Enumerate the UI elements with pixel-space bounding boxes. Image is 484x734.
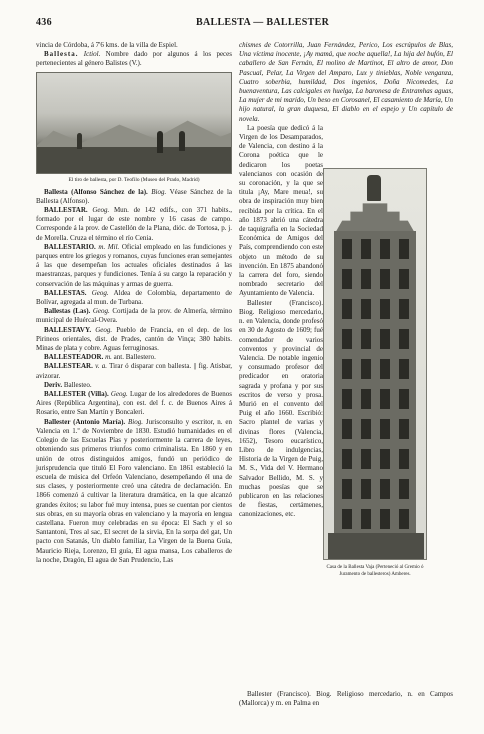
closing-text: Ballester (Francisco). Biog. Religioso mercedario, n. en Campos (Mallorca) y m. en Palma en bbox=[239, 690, 453, 708]
facade-window bbox=[361, 269, 371, 289]
facade-window bbox=[399, 479, 409, 499]
facade-window bbox=[399, 329, 409, 349]
facade-window bbox=[342, 269, 352, 289]
painting-ground bbox=[37, 147, 231, 173]
entry-label: m. bbox=[105, 353, 112, 362]
facade-window bbox=[342, 239, 352, 259]
painting-figure bbox=[179, 131, 185, 151]
entry-text: ant. Ballestero. bbox=[113, 353, 156, 362]
crossbow-painting bbox=[36, 72, 232, 174]
building-photo bbox=[323, 168, 427, 560]
facade-window bbox=[361, 509, 371, 529]
closing-entry bbox=[239, 690, 453, 708]
facade-window bbox=[380, 239, 390, 259]
dictionary-entry bbox=[36, 289, 232, 307]
facade-window bbox=[399, 359, 409, 379]
entry-list bbox=[36, 188, 232, 565]
page-header bbox=[36, 17, 456, 33]
facade-window bbox=[342, 449, 352, 469]
entry-label: Biog. bbox=[128, 417, 144, 426]
entry-headword: Ballesta (Alfonso Sánchez de la). bbox=[44, 187, 148, 196]
continued-text: chismes de Cotorrilla, Juan Fernández, Perico, Los escrúpulos de Blas, Una víctima inocente, ¡Ay mamá, que noche aquella!, La hija del bufón, El caballero de San Fernán, El molino de Martinot, El altro de amor, Don Pascual, Pelar, La Virgen del Amparo, Lux y tinieblas, Noble venganza, Cuatro soberbia, humildad, Dos ingenios, Doña Nicomedes, La buenaventura, Las calcigales en huelga, La baronesa de Entramhas aguas, La mujer de mi marido, Un beso en Corosanel, El casamiento de María, Un hijo natural, la gran duquesa, El diablo en el espejo y Un capítulo de novela. bbox=[239, 41, 453, 123]
entry-headword: BALLESTEAR. bbox=[44, 362, 93, 371]
facade-window bbox=[361, 479, 371, 499]
entry-label: Geog. bbox=[95, 325, 113, 334]
facade-window bbox=[399, 419, 409, 439]
entry-text: Cortijada de la prov. de Almería, término municipal de Huércal-Overa. bbox=[36, 307, 233, 325]
facade-window bbox=[380, 479, 390, 499]
dictionary-entry bbox=[36, 243, 232, 289]
facade-window bbox=[380, 299, 390, 319]
building-facade bbox=[334, 231, 416, 559]
entry-headword: Deriv. bbox=[44, 380, 63, 389]
facade-window bbox=[342, 479, 352, 499]
entry-headword: BALLESTER (Villa). bbox=[44, 390, 109, 399]
facade-window bbox=[380, 389, 390, 409]
facade-window bbox=[380, 509, 390, 529]
rooftop-statue bbox=[367, 175, 381, 201]
entry-label: m. Mil. bbox=[98, 242, 120, 251]
dictionary-entry bbox=[36, 188, 232, 206]
entry-headword: BALLESTAVY. bbox=[44, 325, 92, 334]
building-caption: Casa de la Ballesta Vaja (Perteneció al Gremio ó Juramento de ballesteros) Amberes. bbox=[326, 565, 424, 577]
facade-window bbox=[361, 389, 371, 409]
facade-window bbox=[399, 389, 409, 409]
left-column bbox=[36, 41, 232, 565]
entry-text: Ballesteo. bbox=[63, 380, 92, 389]
entry-text: Tirar ó disparar con ballesta. || fig. Atisbar, avizorar. bbox=[36, 362, 232, 380]
entry-text: Nombre dado por algunos á los peces pertenecientes al género Balistes (V.). bbox=[36, 50, 232, 68]
facade-window bbox=[380, 329, 390, 349]
dictionary-entry bbox=[36, 362, 232, 380]
dictionary-entry bbox=[36, 206, 232, 243]
facade-window bbox=[399, 269, 409, 289]
facade-window bbox=[380, 449, 390, 469]
facade-window bbox=[361, 329, 371, 349]
entry-headword: BALLESTEADOR. bbox=[44, 353, 104, 362]
entry-label: Geog. bbox=[91, 288, 109, 297]
opening-line: vincia de Córdoba, á 7'6 kms. de la villa de Espiel. bbox=[36, 41, 178, 49]
running-title: BALLESTA — BALLESTER bbox=[196, 17, 330, 28]
facade-window bbox=[361, 359, 371, 379]
entry-headword: Ballesta. bbox=[44, 50, 79, 59]
facade-window bbox=[399, 509, 409, 529]
facade-window bbox=[399, 239, 409, 259]
dictionary-entry bbox=[36, 381, 232, 390]
figure-caption: El tiro de ballesta, por D. Teofilo (Museo del Prado, Madrid) bbox=[68, 176, 200, 183]
entry-headword: Ballester (Antonio María). bbox=[44, 417, 126, 426]
facade-window bbox=[342, 329, 352, 349]
entry-text: Pueblo de Francia, en el dep. de los Pirineos orientales, dist. de Prades, cantón de Vinça; 380 habits. Minas de plata y cobre. Aguas ferruginosas. bbox=[36, 325, 232, 353]
facade-window bbox=[342, 389, 352, 409]
narrow-paragraph: Ballester (Francisco). Biog. Religioso mercedario, n. en Valencia, donde profesó en 30 de Agosto de 1609; fué comendador de varios conventos y provincial de Valencia. De notable ingenio y consumado profesor del predicador en oratoria sagrada y profana y por sus escritos de verso y prosa. Murió en el convento del Puig el año 1660. Escribió: Sacro plantel de varias y divinas flores (Valencia, 1652), Tesoro eucarístico, Libro de indulgencias, Historia de la Virgen de Puig, M. S., Vida del V. Hermano Salvador Bellido, M. S. y muchas poesías que se publicaron en las relaciones de fiestas, certámenes, canonizaciones, etc. bbox=[239, 298, 323, 519]
entry-label: Geog. bbox=[92, 307, 110, 316]
entry-label: Biog. bbox=[151, 187, 167, 196]
entry-text: Oficial empleado en las fundiciones y parques entre los griegos y romanos, cuyas funciones eran semejantes á las que desempeñan los actuales oficiales destinados á las maestranzas, parques y fundiciones. Tenía á su cargo la reparación y conservación de las máquinas y armas de guerra. bbox=[36, 242, 233, 288]
facade-window bbox=[399, 299, 409, 319]
entry-headword: BALLESTAR. bbox=[44, 206, 88, 215]
entry-label: v. a. bbox=[95, 362, 107, 371]
entry-text: Véase Sánchez de la Ballesta (Alfonso). bbox=[36, 187, 232, 205]
entry-ballesta bbox=[36, 50, 232, 68]
dictionary-entry bbox=[36, 307, 232, 325]
facade-window bbox=[361, 299, 371, 319]
facade-window bbox=[342, 419, 352, 439]
facade-window bbox=[399, 449, 409, 469]
entry-text: Lugar de los alrededores de Buenos Aires (República Argentina), con est. del f. c. de Buenos Aires á Rosario, entre San Martín y Boncaleri. bbox=[36, 390, 233, 417]
entry-text: Aldea de Colombia, departamento de Bolívar, agregada al mun. de Turbana. bbox=[36, 288, 232, 307]
dictionary-entry bbox=[36, 353, 232, 362]
painting-figure bbox=[157, 131, 163, 153]
entry-text: Jurisconsulto y escritor, n. en Valencia en 1.º de Noviembre de 1830. Estudió humanidades en el Colegio de las Escuelas Pías y posteriormente la carrera de leyes, obteniendo sus primeros triunfos como criminalista. En 1860 y en unión de otros distinguidos amigos, fundó un periódico de jurisprudencia que tituló El Foro valenciano. En 1861 estableció la escuela de música del Orfeón Valenciano, desempeñando él una de sus clases, y posteriormente creó una cátedra de declamación. En 1866 comenzó á cultivar la literatura dramática, en la que alcanzó grandes éxitos; su labor fué muy intensa, pues se cuentan por cientos sus obras, en su mayoría obras en valenciano y la mayoría en lengua castellana. Fueron muy celebradas en su época: El Sach y el so Santantoni, Tres al sac, El secret de la sirvia, En la sorpa del gat, Un pacto con Satanás, Un diablo familiar, La Virgen de la Buena Guía, Mauricio Rieja, Lorenzo, El guía, El agua mansa, Los caballeros de la noche, Dragón, El agua de San Prudencio, Las bbox=[36, 417, 232, 564]
building-base bbox=[328, 533, 424, 559]
facade-window bbox=[342, 509, 352, 529]
painting-figure bbox=[77, 133, 82, 149]
facade-window bbox=[380, 269, 390, 289]
entry-label: Ictiol. bbox=[83, 50, 101, 59]
facade-window bbox=[361, 419, 371, 439]
facade-window bbox=[380, 359, 390, 379]
dictionary-entry bbox=[36, 390, 232, 418]
facade-window bbox=[361, 449, 371, 469]
facade-window bbox=[342, 359, 352, 379]
page-number: 436 bbox=[36, 17, 52, 28]
narrow-paragraph: La poesía que dedicó á la Virgen de los Desamparados, de Valencia, con destino á la Corona poética que le dedicaron los poetas valencianos con ocasión de su coronación, y la que se titula ¡Ay, Mare meua!, su obra de inspiración muy bien recibida por la crítica. En el año 1873 abrió una cátedra de taquigrafía en la Sociedad Económica de Amigos del País, comprendiendo con este objeto un método de su invención. En 1875 abandonó la carrera del foro, siendo nombrado secretario del Ayuntamiento de Valencia. bbox=[239, 123, 323, 298]
facade-window bbox=[361, 239, 371, 259]
entry-label: Geog. bbox=[110, 390, 128, 399]
facade-window bbox=[380, 419, 390, 439]
entry-headword: BALLESTAS. bbox=[44, 288, 87, 297]
facade-window bbox=[342, 299, 352, 319]
dictionary-entry bbox=[36, 326, 232, 354]
entry-headword: Ballestas (Las). bbox=[44, 307, 91, 316]
entry-headword: BALLESTARIO. bbox=[44, 242, 96, 251]
entry-label: Geog. bbox=[92, 206, 110, 215]
entry-text: Mun. de 142 edifs., con 371 habits., formado por el lugar de este nombre y 16 casas de campo. Corresponde á la prov. de Castellón de la Plana, dióc. de Tortosa, p. j. de Morella. Cruza el término el río Cenia. bbox=[36, 206, 233, 242]
dictionary-entry bbox=[36, 418, 232, 565]
